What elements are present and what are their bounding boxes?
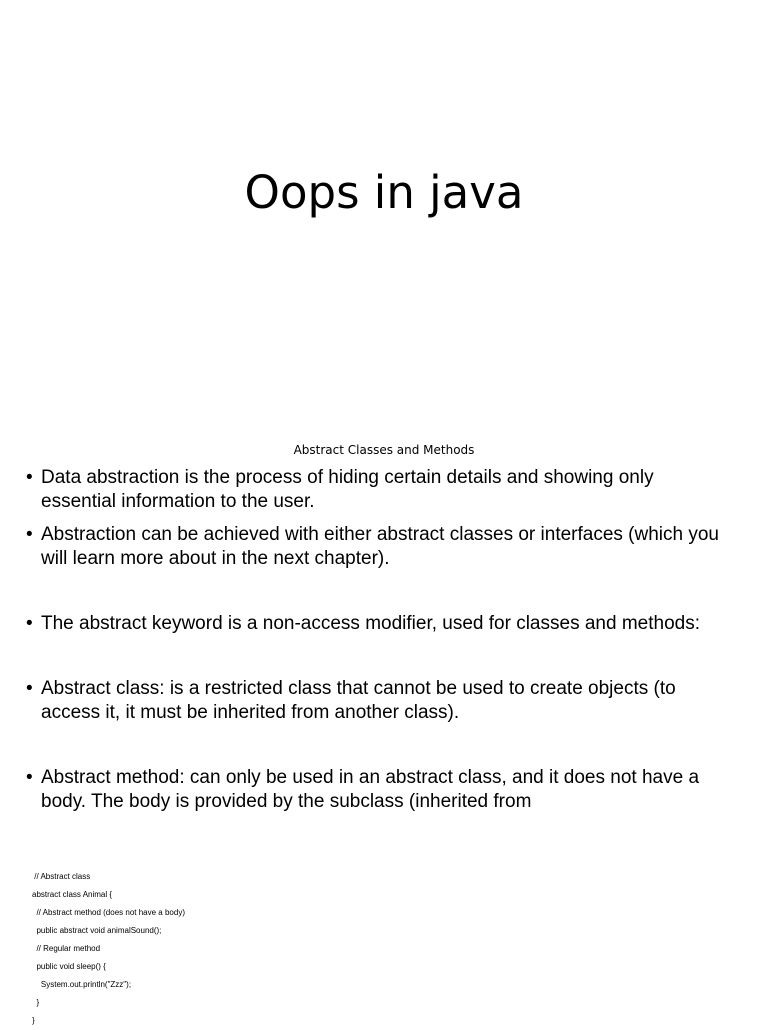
bullet-item [26, 612, 726, 636]
bullet-dot: • [26, 524, 33, 545]
bullet-item [26, 466, 726, 514]
bullet-dot: • [26, 767, 33, 788]
code-line: System.out.println("Zzz"); [32, 980, 132, 989]
code-line: public abstract void animalSound(); [32, 926, 162, 935]
code-line: public void sleep() { [32, 962, 106, 971]
bullet-dot: • [26, 678, 33, 699]
title-slide [0, 0, 768, 430]
bullet-text: Data abstraction is the process of hiding certain details and showing only essential information to the user. [41, 467, 654, 512]
code-line: } [32, 1016, 35, 1025]
code-line: abstract class Animal { [32, 890, 113, 899]
slide-title: Oops in java [244, 166, 524, 219]
code-line: // Abstract method (does not have a body) [32, 908, 185, 917]
code-snippet [32, 868, 185, 1030]
bullet-text: Abstraction can be achieved with either abstract classes or interfaces (which you will learn more about in the next chapter). [41, 524, 719, 569]
code-line: } [32, 998, 40, 1007]
code-line: // Abstract class [32, 872, 91, 881]
bullet-item [26, 677, 726, 725]
bullet-text: Abstract method: can only be used in an abstract class, and it does not have a body. The body is provided by the subclass (inherited from [41, 767, 700, 812]
bullet-dot: • [26, 613, 33, 634]
bullet-dot: • [26, 467, 33, 488]
bullet-list [26, 466, 726, 814]
bullet-text: The abstract keyword is a non-access modifier, used for classes and methods: [41, 613, 700, 634]
slide-heading: Abstract Classes and Methods [293, 443, 475, 457]
bullet-item [26, 523, 726, 571]
code-line: // Regular method [32, 944, 101, 953]
content-slide [0, 430, 768, 1024]
bullet-text: Abstract class: is a restricted class that cannot be used to create objects (to access it, it must be inherited from another class). [41, 678, 676, 723]
bullet-item [26, 766, 726, 814]
